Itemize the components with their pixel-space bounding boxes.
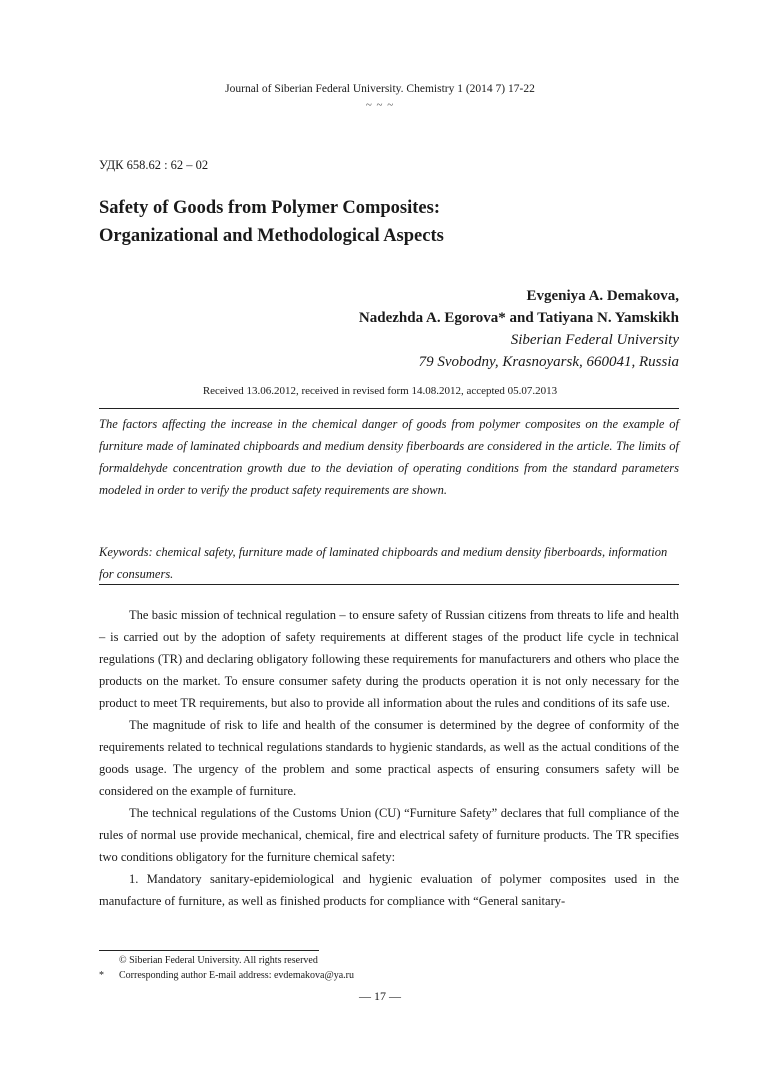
- author-block: [359, 285, 679, 373]
- authors-line-2: Nadezhda A. Egorova* and Tatiyana N. Yamskikh: [358, 310, 679, 326]
- authors-line-1: Evgeniya A. Demakova,: [526, 288, 679, 304]
- footnote-copyright: © Siberian Federal University. All rights reserved: [119, 955, 318, 966]
- paragraph: The basic mission of technical regulation – to ensure safety of Russian citizens from threats to life and health – is carried out by the adoption of safety requirements at different stages of the product life cycle in technical regulations (TR) and declaring obligatory following these requirements for manufacturers and others who place the products on the market. To ensure consumer safety during the products operation it is not only necessary for the product to meet TR requirements, but also to provide all information about the rules and conditions of its safe use.: [99, 608, 679, 710]
- received-dates: Received 13.06.2012, received in revised form 14.08.2012, accepted 05.07.2013: [202, 385, 558, 397]
- footnotes: [99, 953, 679, 983]
- paper-title: [99, 194, 679, 250]
- header-separator: ~ ~ ~: [365, 99, 395, 111]
- footnote-rule: [99, 950, 319, 951]
- journal-header: Journal of Siberian Federal University. Chemistry 1 (2014 7) 17-22: [225, 83, 535, 95]
- body-text: [99, 604, 679, 912]
- abstract: The factors affecting the increase in the chemical danger of goods from polymer composites on the example of furniture made of laminated chipboards and medium density fiberboards are considered in the article. The limits of formaldehyde concentration growth due to the deviation of operating conditions from the standard parameters modeled in order to verify the product safety requirements are shown.: [99, 417, 679, 497]
- udk-code: УДК 658.62 : 62 – 02: [99, 158, 209, 172]
- paragraph: The technical regulations of the Customs Union (CU) “Furniture Safety” declares that full compliance of the rules of normal use provide mechanical, chemical, fire and electrical safety of furniture products. The TR specifies two conditions obligatory for the furniture chemical safety:: [99, 806, 679, 864]
- footnote-star: *: [99, 970, 104, 981]
- address: 79 Svobodny, Krasnoyarsk, 660041, Russia: [418, 354, 679, 370]
- page-number: — 17 —: [359, 989, 401, 1003]
- keywords: Keywords: chemical safety, furniture made of laminated chipboards and medium density fiberboards, information for consumers.: [99, 545, 668, 581]
- footnote-corresponding: * Corresponding author E-mail address: evdemakova@ya.ru: [99, 970, 354, 981]
- abstract-top-rule: [99, 408, 679, 409]
- affiliation: Siberian Federal University: [510, 332, 679, 348]
- paragraph: The magnitude of risk to life and health of the consumer is determined by the degree of conformity of the requirements related to technical regulations standards to hygienic standards, as well as the actual conditions of the goods usage. The urgency of the problem and some practical aspects of ensuring consumers safety will be considered on the example of furniture.: [99, 718, 679, 798]
- abstract-bottom-rule: [99, 584, 679, 585]
- title-line-2: Organizational and Methodological Aspects: [99, 226, 444, 246]
- title-line-1: Safety of Goods from Polymer Composites:: [99, 198, 441, 218]
- paragraph: 1. Mandatory sanitary-epidemiological and hygienic evaluation of polymer composites used in the manufacture of furniture, as well as finished products for compliance with “General sanitary-: [99, 872, 679, 908]
